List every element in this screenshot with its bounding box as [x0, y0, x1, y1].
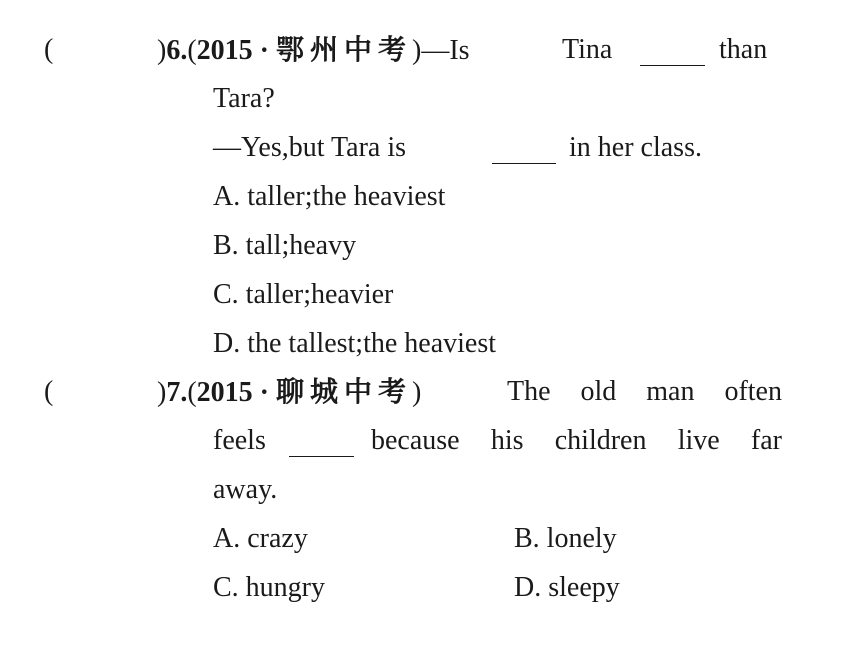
option-c[interactable]: C. taller;heavier [213, 279, 394, 310]
option-b[interactable]: B. lonely [514, 523, 617, 554]
question-6-line-1-b [562, 34, 612, 66]
question-text: —Yes,but Tara is [213, 132, 407, 163]
question-word: often [724, 376, 782, 407]
question-6-line-1-c [719, 34, 767, 66]
option-d[interactable]: D. sleepy [514, 572, 620, 603]
option-a[interactable]: A. taller;the heaviest [213, 181, 446, 212]
answer-paren-close: ) [157, 377, 167, 408]
question-number: 6. [166, 35, 188, 66]
source-dot: · [252, 377, 276, 408]
question-text: —Is [421, 35, 470, 66]
question-text: Tina [562, 34, 613, 65]
source-place: 聊城中考 [276, 375, 413, 408]
source-paren-close: ) [412, 377, 422, 408]
question-text: than [719, 34, 768, 65]
question-7-line-2-a: feels [213, 425, 266, 456]
question-7-line-2-words [371, 425, 782, 457]
question-word: old [580, 376, 617, 407]
question-6-line-1 [157, 34, 470, 67]
answer-blank[interactable] [289, 455, 354, 457]
source-place: 鄂州中考 [276, 33, 413, 66]
question-7-line-1-words [507, 376, 782, 408]
question-word: because [371, 425, 460, 456]
source-paren-close: ) [412, 35, 422, 66]
answer-paren-close: ) [157, 35, 167, 66]
source-dot: · [252, 35, 276, 66]
source-year: 2015 [196, 377, 253, 408]
question-word: his [490, 425, 524, 456]
question-6-line-3 [213, 132, 406, 164]
source-paren-open: ( [187, 35, 197, 66]
question-7-line-3: away. [213, 474, 278, 505]
option-a[interactable]: A. crazy [213, 523, 308, 554]
question-7-line-1 [157, 376, 421, 409]
answer-paren-open: ( [44, 376, 54, 407]
question-word: man [646, 376, 695, 407]
question-6-line-3-b: in her class. [569, 132, 702, 163]
question-word: children [554, 425, 647, 456]
option-d[interactable]: D. the tallest;the heaviest [213, 328, 497, 359]
question-word: live [677, 425, 720, 456]
source-paren-open: ( [187, 377, 197, 408]
question-word: The [507, 376, 551, 407]
answer-blank[interactable] [640, 64, 705, 66]
question-6-line-2: Tara? [213, 83, 275, 114]
option-c[interactable]: C. hungry [213, 572, 325, 603]
answer-blank[interactable] [492, 162, 556, 164]
option-b[interactable]: B. tall;heavy [213, 230, 357, 261]
answer-paren-open: ( [44, 34, 54, 65]
source-year: 2015 [196, 35, 253, 66]
question-word: far [750, 425, 782, 456]
question-number: 7. [166, 377, 188, 408]
